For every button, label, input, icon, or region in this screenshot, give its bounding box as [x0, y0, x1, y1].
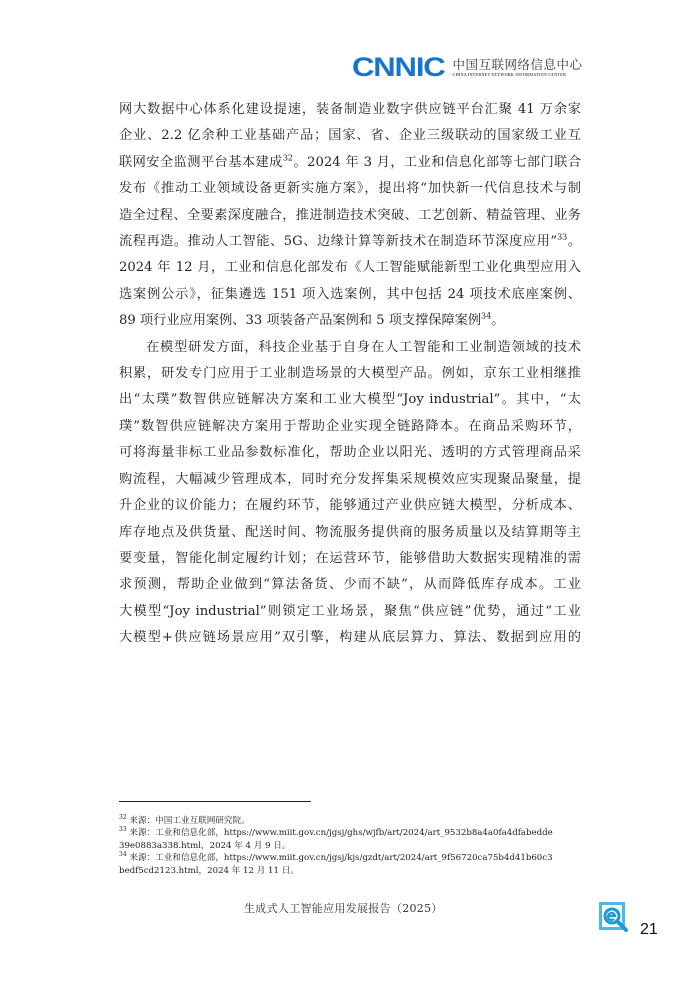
text-line: 发布《推动工业领域设备更新实施方案》，提出将“加快新一代信息技术与制 — [119, 181, 581, 197]
text-line: 可将海量非标工业品参数标准化，帮助企业以阳光、透明的方式管理商品采 — [119, 445, 581, 461]
footnote-text: 来源：中国工业互联网研究院。 — [129, 816, 250, 826]
paragraph-2 — [119, 335, 581, 652]
footnote-34-cont[interactable]: bedf5cd2123.html，2024 年 12 月 11 日。 — [119, 865, 299, 876]
text-line: 求预测，帮助企业做到“算法备货、少而不缺”，从而降低库存成本。工业 — [119, 577, 581, 593]
footnotes — [119, 815, 581, 877]
org-name — [453, 57, 583, 78]
body-text — [119, 97, 581, 652]
text-line: 要变量，智能化制定履约计划；在运营环节，能够借助大数据实现精准的需 — [119, 550, 581, 566]
footnote-number: 32 — [119, 814, 127, 822]
search-magnifier-icon — [599, 902, 629, 932]
text-line: 大模型+供应链场景应用”双引擎，构建从底层算力、算法、数据到应用的 — [119, 630, 581, 646]
cnnic-logo-mark: CNNIC — [352, 52, 445, 82]
text-line — [119, 229, 581, 255]
footnote-divider — [119, 801, 311, 802]
footnote-ref-32[interactable]: 32 — [282, 153, 294, 163]
text-segment: 流程再造。推动人工智能、5G、边缘计算等新技术在制造环节深度应用” — [119, 234, 558, 250]
footnote-33 — [119, 827, 581, 839]
header-logo — [352, 52, 583, 82]
footnote-33-cont[interactable]: 39e0883a338.html，2024 年 4 月 9 日。 — [119, 840, 291, 851]
footnote-32 — [119, 815, 581, 827]
text-line: 购流程，大幅减少管理成本，同时充分发挥集采规模效应实现聚品聚量，提 — [119, 471, 581, 487]
text-line — [119, 308, 581, 334]
text-line: 网大数据中心体系化建设提速，装备制造业数字供应链平台汇聚 41 万余家 — [119, 102, 581, 117]
org-name-en: CHINA INTERNET NETWORK INFORMATION CENTER — [452, 71, 567, 77]
footnote-text[interactable]: 来源：工业和信息化部，https://www.miit.gov.cn/jgsj/ghs/wjfb/art/2024/art_9532b8a4a0fa4dfabedde — [129, 828, 553, 839]
paragraph-1 — [119, 97, 581, 335]
text-line — [119, 150, 581, 176]
text-line: 库存地点及供货量、配送时间、物流服务提供商的服务质量以及结算期等主 — [119, 524, 581, 540]
text-line: 造全过程、全要素深度融合，推进制造技术突破、工艺创新、精益管理、业务 — [119, 207, 581, 223]
text-segment: 联网安全监测平台基本建成 — [119, 154, 283, 170]
text-line: 出“太璞”数智供应链解决方案和工业大模型“Joy industrial”。其中，“太 — [119, 392, 581, 408]
text-segment: 。 — [491, 313, 505, 329]
footnote-number: 34 — [119, 851, 127, 859]
footnote-ref-33[interactable]: 33 — [557, 232, 568, 242]
footer-report-title: 生成式人工智能应用发展报告（2025） — [244, 902, 443, 915]
text-segment: 。2024 年 3 月，工业和信息化部等七部门联合 — [293, 154, 582, 170]
org-name-cn: 中国互联网络信息中心 — [452, 56, 583, 72]
text-line: 大模型“Joy industrial”则锁定工业场景，聚焦“供应链”优势，通过“工业 — [119, 603, 581, 619]
text-line: 选案例公示》，征集遴选 151 项入选案例，其中包括 24 项技术底座案例、 — [119, 286, 581, 302]
text-line: 积累，研发专门应用于工业制造场景的大模型产品。例如，京东工业相继推 — [119, 366, 581, 382]
text-line: 璞”数智供应链解决方案用于帮助企业实现全链路降本。在商品采购环节， — [119, 418, 581, 434]
page-number: 21 — [640, 921, 658, 938]
text-segment: 。 — [567, 234, 581, 250]
footnote-text[interactable]: 来源：工业和信息化部，https://www.miit.gov.cn/jgsj/kjs/gzdt/art/2024/art_9f56720ca75b4d41b60c3 — [129, 853, 553, 864]
text-line: 升企业的议价能力；在履约环节，能够通过产业供应链大模型，分析成本、 — [119, 498, 581, 514]
footnote-34 — [119, 852, 581, 864]
text-line: 企业、2.2 亿余种工业基础产品；国家、省、企业三级联动的国家级工业互 — [119, 128, 581, 144]
footnote-ref-34[interactable]: 34 — [481, 311, 492, 321]
footnote-number: 33 — [119, 826, 127, 834]
text-segment: 89 项行业应用案例、33 项装备产品案例和 5 项支撑保障案例 — [119, 313, 482, 329]
text-line: 2024 年 12 月，工业和信息化部发布《人工智能赋能新型工业化典型应用入 — [119, 260, 581, 276]
text-line: 在模型研发方面，科技企业基于自身在人工智能和工业制造领域的技术 — [146, 339, 581, 355]
